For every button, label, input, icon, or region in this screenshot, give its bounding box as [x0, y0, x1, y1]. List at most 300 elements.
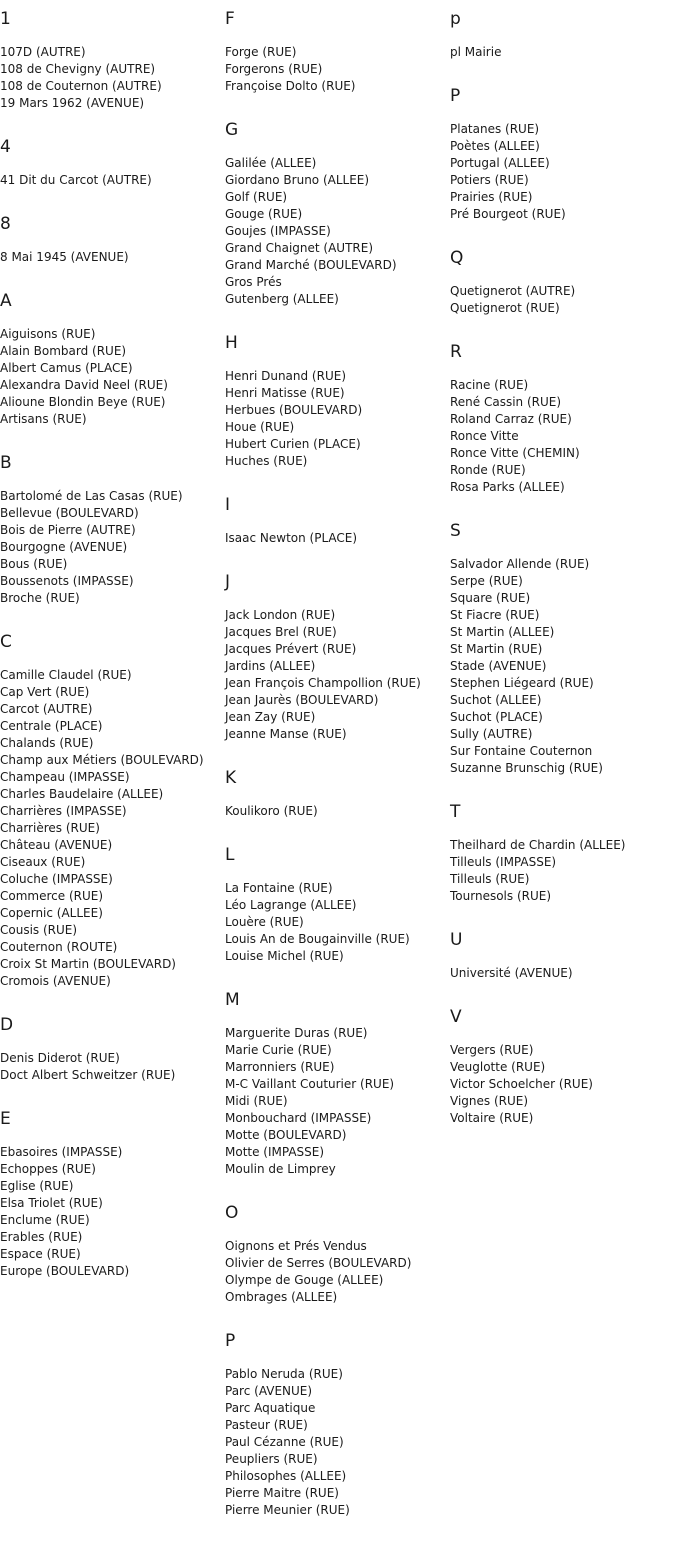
- street-link[interactable]: Roland Carraz (RUE): [450, 412, 572, 426]
- street-link[interactable]: Pré Bourgeot (RUE): [450, 207, 566, 221]
- street-list-item: [225, 1485, 445, 1502]
- street-link[interactable]: Ronde (RUE): [450, 463, 526, 477]
- street-link[interactable]: Gutenberg (ALLEE): [225, 292, 339, 306]
- letter-group: [0, 452, 220, 607]
- street-link[interactable]: Charrières (IMPASSE): [0, 804, 127, 818]
- street-list-item: [0, 837, 220, 854]
- street-list-item: [0, 522, 220, 539]
- street-link[interactable]: Commerce (RUE): [0, 889, 104, 903]
- street-link[interactable]: Cap Vert (RUE): [0, 685, 90, 699]
- letter-heading: H: [225, 333, 238, 353]
- street-link[interactable]: Croix St Martin (BOULEVARD): [0, 957, 176, 971]
- letter-group: [0, 136, 220, 189]
- letter-group: [450, 85, 675, 223]
- street-link[interactable]: Pasteur (RUE): [225, 1418, 308, 1432]
- street-list-item: [450, 394, 675, 411]
- letter-group: [450, 520, 675, 777]
- letter-group: [0, 290, 220, 428]
- street-link[interactable]: Henri Matisse (RUE): [225, 386, 345, 400]
- street-list: [0, 326, 220, 428]
- street-list-item: [225, 692, 445, 709]
- street-list-item: [225, 1383, 445, 1400]
- street-list-item: [0, 61, 220, 78]
- street-link[interactable]: Léo Lagrange (ALLEE): [225, 898, 357, 912]
- street-link[interactable]: Bous (RUE): [0, 557, 68, 571]
- street-link[interactable]: Louis An de Bougainville (RUE): [225, 932, 410, 946]
- street-list-item: [450, 837, 675, 854]
- street-list-item: [225, 1127, 445, 1144]
- street-list-item: [0, 505, 220, 522]
- letter-group: [450, 929, 675, 982]
- street-link[interactable]: Serpe (RUE): [450, 574, 523, 588]
- street-link[interactable]: Charles Baudelaire (ALLEE): [0, 787, 164, 801]
- street-list-item: [0, 590, 220, 607]
- street-link[interactable]: Pierre Maitre (RUE): [225, 1486, 339, 1500]
- letter-heading: F: [225, 9, 235, 29]
- street-link[interactable]: Parc Aquatique: [225, 1401, 316, 1415]
- street-list-item: [225, 1451, 445, 1468]
- street-link[interactable]: Tilleuls (IMPASSE): [450, 855, 557, 869]
- street-list-item: [0, 1195, 220, 1212]
- street-link[interactable]: La Fontaine (RUE): [225, 881, 333, 895]
- street-list-item: [0, 1246, 220, 1263]
- street-list: [225, 607, 445, 743]
- street-list-item: [225, 931, 445, 948]
- street-list-item: [225, 709, 445, 726]
- street-list-item: [0, 44, 220, 61]
- street-list-item: [0, 718, 220, 735]
- street-link[interactable]: 19 Mars 1962 (AVENUE): [0, 96, 145, 110]
- street-link[interactable]: Racine (RUE): [450, 378, 529, 392]
- street-link[interactable]: Doct Albert Schweitzer (RUE): [0, 1068, 176, 1082]
- letter-heading: R: [450, 342, 462, 362]
- street-list-item: [225, 1417, 445, 1434]
- letter-heading: S: [450, 521, 461, 541]
- street-list: [0, 488, 220, 607]
- letter-heading: L: [225, 845, 235, 865]
- street-link[interactable]: Centrale (PLACE): [0, 719, 103, 733]
- street-link[interactable]: Galilée (ALLEE): [225, 156, 317, 170]
- street-list-item: [0, 488, 220, 505]
- street-link[interactable]: St Fiacre (RUE): [450, 608, 540, 622]
- street-list-item: [0, 939, 220, 956]
- street-link[interactable]: Goujes (IMPASSE): [225, 224, 331, 238]
- street-list-item: [0, 786, 220, 803]
- street-link[interactable]: Bourgogne (AVENUE): [0, 540, 128, 554]
- street-link[interactable]: Françoise Dolto (RUE): [225, 79, 356, 93]
- street-link[interactable]: Quetignerot (RUE): [450, 301, 560, 315]
- street-link[interactable]: Tournesols (RUE): [450, 889, 552, 903]
- street-link[interactable]: Ebasoires (IMPASSE): [0, 1145, 123, 1159]
- street-link[interactable]: Bartolomé de Las Casas (RUE): [0, 489, 183, 503]
- street-list-item: [225, 1400, 445, 1417]
- street-link[interactable]: Broche (RUE): [0, 591, 80, 605]
- letter-group: [225, 8, 445, 95]
- street-list-item: [450, 283, 675, 300]
- street-list-item: [0, 871, 220, 888]
- street-link[interactable]: Louise Michel (RUE): [225, 949, 344, 963]
- street-link[interactable]: Bois de Pierre (AUTRE): [0, 523, 136, 537]
- street-list-item: [450, 709, 675, 726]
- street-list-item: [0, 249, 220, 266]
- street-list-item: [450, 854, 675, 871]
- street-list: [225, 155, 445, 308]
- street-list: [225, 1025, 445, 1178]
- street-link[interactable]: Huches (RUE): [225, 454, 308, 468]
- street-list-item: [225, 291, 445, 308]
- letter-group: [450, 801, 675, 905]
- street-list: [0, 1144, 220, 1280]
- letter-heading: E: [0, 1109, 11, 1129]
- street-list-item: [450, 871, 675, 888]
- street-list-item: [0, 377, 220, 394]
- letter-heading: T: [450, 802, 461, 822]
- street-link[interactable]: Jacques Brel (RUE): [225, 625, 337, 639]
- street-list-item: [225, 78, 445, 95]
- street-list: [225, 368, 445, 470]
- street-link[interactable]: Cousis (RUE): [0, 923, 78, 937]
- street-list-item: [450, 760, 675, 777]
- street-list-item: [225, 1161, 445, 1178]
- street-list: [225, 1238, 445, 1306]
- street-link[interactable]: Elsa Triolet (RUE): [0, 1196, 103, 1210]
- street-list: [0, 172, 220, 189]
- street-link[interactable]: Sully (AUTRE): [450, 727, 533, 741]
- index-column: [225, 8, 445, 1543]
- letter-heading: G: [225, 120, 239, 140]
- street-link[interactable]: Copernic (ALLEE): [0, 906, 103, 920]
- letter-heading: Q: [450, 248, 464, 268]
- street-link[interactable]: Philosophes (ALLEE): [225, 1469, 347, 1483]
- letter-heading: U: [450, 930, 463, 950]
- street-link[interactable]: Rosa Parks (ALLEE): [450, 480, 565, 494]
- street-list-item: [450, 1093, 675, 1110]
- street-link[interactable]: Denis Diderot (RUE): [0, 1051, 120, 1065]
- street-list-item: [0, 394, 220, 411]
- street-link[interactable]: 108 de Chevigny (AUTRE): [0, 62, 156, 76]
- street-link[interactable]: Paul Cézanne (RUE): [225, 1435, 344, 1449]
- street-link[interactable]: Koulikoro (RUE): [225, 804, 318, 818]
- street-link[interactable]: Suzanne Brunschig (RUE): [450, 761, 603, 775]
- street-list-item: [225, 803, 445, 820]
- street-link[interactable]: Jean Zay (RUE): [225, 710, 316, 724]
- street-list-item: [0, 854, 220, 871]
- street-list-item: [0, 78, 220, 95]
- letter-heading: P: [225, 1331, 236, 1351]
- street-link[interactable]: Château (AVENUE): [0, 838, 113, 852]
- street-list-item: [225, 1042, 445, 1059]
- letter-group: [225, 494, 445, 547]
- street-list-item: [225, 1093, 445, 1110]
- street-list-item: [0, 820, 220, 837]
- street-link[interactable]: Couternon (ROUTE): [0, 940, 118, 954]
- letter-group: [0, 1014, 220, 1084]
- street-link[interactable]: Echoppes (RUE): [0, 1162, 96, 1176]
- letter-group: [225, 332, 445, 470]
- street-list-item: [225, 1076, 445, 1093]
- street-link[interactable]: Vergers (RUE): [450, 1043, 534, 1057]
- street-link[interactable]: Jean Jaurès (BOULEVARD): [225, 693, 379, 707]
- street-link[interactable]: 107D (AUTRE): [0, 45, 86, 59]
- street-list-item: [0, 326, 220, 343]
- street-link[interactable]: Ronce Vitte (CHEMIN): [450, 446, 580, 460]
- street-list-item: [0, 360, 220, 377]
- street-link[interactable]: Potiers (RUE): [450, 173, 529, 187]
- street-list: [450, 121, 675, 223]
- street-link[interactable]: pl Mairie: [450, 45, 502, 59]
- street-list-item: [450, 479, 675, 496]
- street-link[interactable]: Université (AVENUE): [450, 966, 573, 980]
- street-list-item: [225, 436, 445, 453]
- street-list: [0, 249, 220, 266]
- street-link[interactable]: Portugal (ALLEE): [450, 156, 550, 170]
- street-list: [450, 837, 675, 905]
- street-link[interactable]: Ciseaux (RUE): [0, 855, 86, 869]
- street-link[interactable]: Aiguisons (RUE): [0, 327, 96, 341]
- street-list-item: [225, 274, 445, 291]
- street-link[interactable]: Houe (RUE): [225, 420, 295, 434]
- street-link[interactable]: Jeanne Manse (RUE): [225, 727, 347, 741]
- street-link[interactable]: Quetignerot (AUTRE): [450, 284, 576, 298]
- street-link[interactable]: René Cassin (RUE): [450, 395, 562, 409]
- street-list-item: [0, 1263, 220, 1280]
- letter-group: [0, 1108, 220, 1280]
- letter-heading: K: [225, 768, 237, 788]
- street-link[interactable]: Marguerite Duras (RUE): [225, 1026, 368, 1040]
- letter-heading: M: [225, 990, 240, 1010]
- street-link[interactable]: Charrières (RUE): [0, 821, 100, 835]
- letter-group: [225, 1330, 445, 1519]
- street-list: [225, 530, 445, 547]
- street-list: [0, 667, 220, 990]
- street-link[interactable]: M-C Vaillant Couturier (RUE): [225, 1077, 395, 1091]
- street-list-item: [225, 385, 445, 402]
- street-list-item: [225, 726, 445, 743]
- street-link[interactable]: Salvador Allende (RUE): [450, 557, 590, 571]
- street-link[interactable]: Camille Claudel (RUE): [0, 668, 132, 682]
- street-list-item: [225, 897, 445, 914]
- street-list: [450, 44, 675, 61]
- street-link[interactable]: Tilleuls (RUE): [450, 872, 530, 886]
- street-list: [225, 1366, 445, 1519]
- street-link[interactable]: Coluche (IMPASSE): [0, 872, 113, 886]
- street-list-item: [225, 1025, 445, 1042]
- street-link[interactable]: Carcot (AUTRE): [0, 702, 93, 716]
- street-list-item: [225, 189, 445, 206]
- street-link[interactable]: Olympe de Gouge (ALLEE): [225, 1273, 384, 1287]
- street-link[interactable]: Champeau (IMPASSE): [0, 770, 130, 784]
- street-list-item: [0, 973, 220, 990]
- street-link[interactable]: Suchot (PLACE): [450, 710, 543, 724]
- street-list: [450, 965, 675, 982]
- street-list-item: [0, 556, 220, 573]
- street-link[interactable]: Forgerons (RUE): [225, 62, 323, 76]
- letter-group: [225, 1202, 445, 1306]
- street-list-item: [225, 155, 445, 172]
- street-list-item: [225, 1272, 445, 1289]
- street-link[interactable]: Theilhard de Chardin (ALLEE): [450, 838, 626, 852]
- street-link[interactable]: Alexandra David Neel (RUE): [0, 378, 168, 392]
- letter-heading: 8: [0, 214, 11, 234]
- street-list-item: [0, 888, 220, 905]
- street-link[interactable]: 108 de Couternon (AUTRE): [0, 79, 162, 93]
- street-link[interactable]: Motte (IMPASSE): [225, 1145, 325, 1159]
- street-list-item: [225, 1059, 445, 1076]
- street-link[interactable]: Jardins (ALLEE): [225, 659, 316, 673]
- street-link[interactable]: Giordano Bruno (ALLEE): [225, 173, 370, 187]
- street-list-item: [450, 189, 675, 206]
- street-list-item: [0, 1050, 220, 1067]
- letter-heading: B: [0, 453, 12, 473]
- letter-group: [0, 213, 220, 266]
- street-link[interactable]: Erables (RUE): [0, 1230, 83, 1244]
- street-list-item: [450, 590, 675, 607]
- letter-group: [0, 8, 220, 112]
- street-link[interactable]: Platanes (RUE): [450, 122, 540, 136]
- street-link[interactable]: Eglise (RUE): [0, 1179, 74, 1193]
- street-list-item: [225, 641, 445, 658]
- street-list-item: [450, 573, 675, 590]
- street-link[interactable]: Gros Prés: [225, 275, 282, 289]
- street-link[interactable]: Golf (RUE): [225, 190, 288, 204]
- street-list-item: [450, 692, 675, 709]
- street-list-item: [0, 684, 220, 701]
- street-link[interactable]: Grand Chaignet (AUTRE): [225, 241, 374, 255]
- letter-group: [225, 844, 445, 965]
- street-link[interactable]: Chalands (RUE): [0, 736, 94, 750]
- street-link[interactable]: Jean François Champollion (RUE): [225, 676, 421, 690]
- street-link[interactable]: Voltaire (RUE): [450, 1111, 534, 1125]
- street-link[interactable]: Motte (BOULEVARD): [225, 1128, 347, 1142]
- street-link[interactable]: Vignes (RUE): [450, 1094, 529, 1108]
- street-link[interactable]: Marie Curie (RUE): [225, 1043, 332, 1057]
- street-link[interactable]: St Martin (RUE): [450, 642, 543, 656]
- street-link[interactable]: Alain Bombard (RUE): [0, 344, 127, 358]
- street-link[interactable]: Isaac Newton (PLACE): [225, 531, 358, 545]
- letter-group: [450, 341, 675, 496]
- street-list-item: [450, 172, 675, 189]
- street-list-item: [0, 905, 220, 922]
- street-list-item: [225, 1468, 445, 1485]
- street-list-item: [225, 453, 445, 470]
- street-list-item: [225, 624, 445, 641]
- street-list-item: [450, 1059, 675, 1076]
- street-list-item: [450, 44, 675, 61]
- street-link[interactable]: Parc (AVENUE): [225, 1384, 313, 1398]
- street-link[interactable]: Ombrages (ALLEE): [225, 1290, 338, 1304]
- street-list-item: [225, 1238, 445, 1255]
- street-list-item: [225, 1144, 445, 1161]
- street-list-item: [450, 624, 675, 641]
- street-link[interactable]: Grand Marché (BOULEVARD): [225, 258, 397, 272]
- street-list-item: [450, 411, 675, 428]
- street-list-item: [450, 155, 675, 172]
- street-list-item: [0, 922, 220, 939]
- street-link[interactable]: Albert Camus (PLACE): [0, 361, 133, 375]
- street-list-item: [0, 1229, 220, 1246]
- street-list-item: [225, 914, 445, 931]
- street-list-item: [225, 172, 445, 189]
- street-list-item: [0, 769, 220, 786]
- street-link[interactable]: St Martin (ALLEE): [450, 625, 555, 639]
- street-link[interactable]: Marronniers (RUE): [225, 1060, 335, 1074]
- street-link[interactable]: Boussenots (IMPASSE): [0, 574, 134, 588]
- street-list: [0, 1050, 220, 1084]
- street-link[interactable]: Forge (RUE): [225, 45, 297, 59]
- street-link[interactable]: Artisans (RUE): [0, 412, 87, 426]
- street-list-item: [225, 402, 445, 419]
- street-link[interactable]: Hubert Curien (PLACE): [225, 437, 361, 451]
- street-list-item: [225, 1289, 445, 1306]
- street-link[interactable]: Moulin de Limprey: [225, 1162, 336, 1176]
- street-link[interactable]: Veuglotte (RUE): [450, 1060, 546, 1074]
- street-link[interactable]: Jack London (RUE): [225, 608, 336, 622]
- street-link[interactable]: Stephen Liégeard (RUE): [450, 676, 594, 690]
- letter-group: [450, 8, 675, 61]
- street-link[interactable]: Sur Fontaine Couternon: [450, 744, 593, 758]
- street-link[interactable]: Square (RUE): [450, 591, 531, 605]
- street-link[interactable]: Champ aux Métiers (BOULEVARD): [0, 753, 204, 767]
- street-link[interactable]: Victor Schoelcher (RUE): [450, 1077, 593, 1091]
- street-list-item: [450, 888, 675, 905]
- street-link[interactable]: Monbouchard (IMPASSE): [225, 1111, 372, 1125]
- street-list: [225, 44, 445, 95]
- street-list: [450, 556, 675, 777]
- street-link[interactable]: 8 Mai 1945 (AVENUE): [0, 250, 129, 264]
- street-link[interactable]: Suchot (ALLEE): [450, 693, 542, 707]
- street-link[interactable]: Stade (AVENUE): [450, 659, 547, 673]
- letter-heading: A: [0, 291, 12, 311]
- street-list-item: [225, 419, 445, 436]
- street-list-item: [0, 411, 220, 428]
- street-link[interactable]: Midi (RUE): [225, 1094, 288, 1108]
- street-link[interactable]: Prairies (RUE): [450, 190, 533, 204]
- street-list-item: [0, 667, 220, 684]
- street-link[interactable]: Gouge (RUE): [225, 207, 303, 221]
- street-list: [450, 1042, 675, 1127]
- street-link[interactable]: Jacques Prévert (RUE): [225, 642, 357, 656]
- street-link[interactable]: Alioune Blondin Beye (RUE): [0, 395, 166, 409]
- street-link[interactable]: 41 Dit du Carcot (AUTRE): [0, 173, 152, 187]
- street-list-item: [225, 675, 445, 692]
- street-list-item: [0, 1161, 220, 1178]
- letter-heading: C: [0, 632, 12, 652]
- street-link[interactable]: Pablo Neruda (RUE): [225, 1367, 343, 1381]
- street-link[interactable]: Henri Dunand (RUE): [225, 369, 347, 383]
- street-link[interactable]: Oignons et Prés Vendus: [225, 1239, 367, 1253]
- street-link[interactable]: Cromois (AVENUE): [0, 974, 111, 988]
- street-link[interactable]: Bellevue (BOULEVARD): [0, 506, 139, 520]
- street-link[interactable]: Ronce Vitte: [450, 429, 519, 443]
- street-list-item: [225, 1255, 445, 1272]
- street-link[interactable]: Olivier de Serres (BOULEVARD): [225, 1256, 412, 1270]
- street-link[interactable]: Louère (RUE): [225, 915, 304, 929]
- street-link[interactable]: Enclume (RUE): [0, 1213, 90, 1227]
- street-link[interactable]: Espace (RUE): [0, 1247, 81, 1261]
- street-list-item: [0, 803, 220, 820]
- street-list-item: [225, 1502, 445, 1519]
- letter-heading: O: [225, 1203, 239, 1223]
- street-list-item: [225, 607, 445, 624]
- street-list-item: [450, 138, 675, 155]
- letter-group: [225, 119, 445, 308]
- street-link[interactable]: Pierre Meunier (RUE): [225, 1503, 350, 1517]
- street-link[interactable]: Europe (BOULEVARD): [0, 1264, 130, 1278]
- street-list-item: [450, 965, 675, 982]
- street-link[interactable]: Poètes (ALLEE): [450, 139, 540, 153]
- street-link[interactable]: Peupliers (RUE): [225, 1452, 318, 1466]
- street-link[interactable]: Herbues (BOULEVARD): [225, 403, 363, 417]
